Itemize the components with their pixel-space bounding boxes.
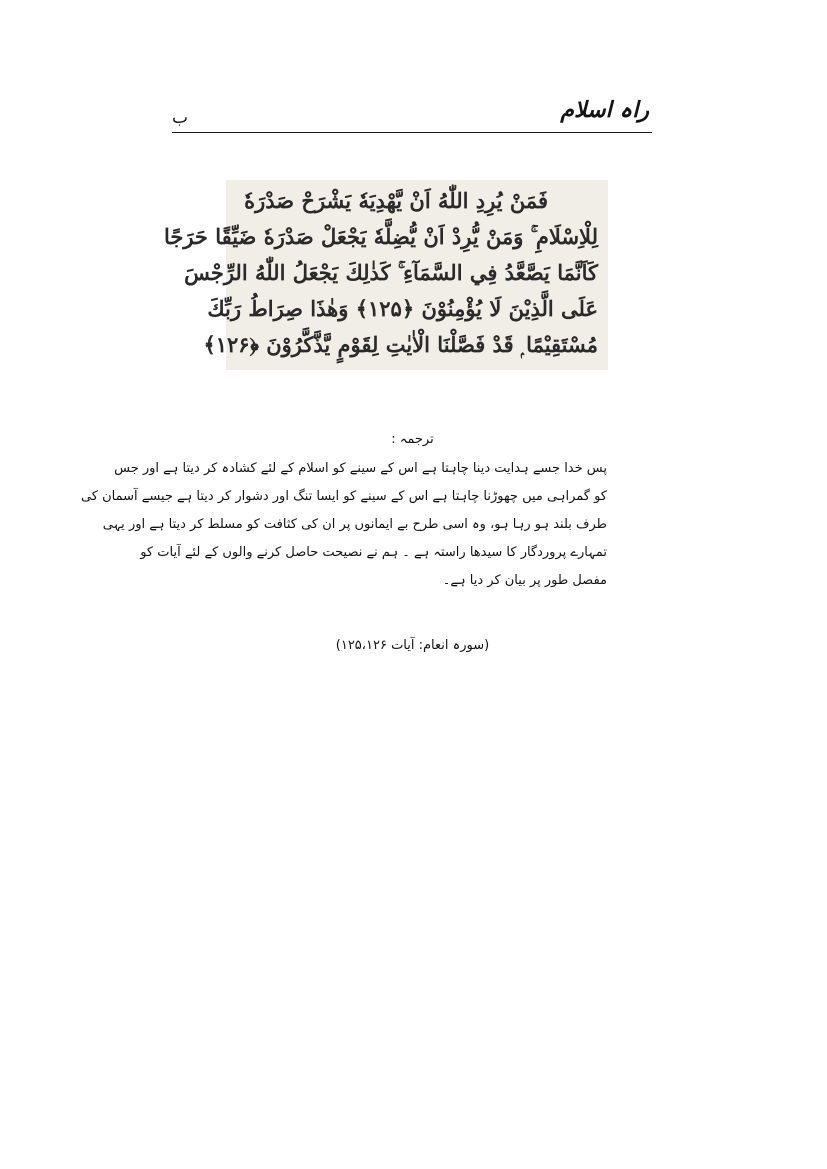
page-marker: ب: [172, 108, 189, 128]
quran-verse-block: [163, 180, 608, 370]
translation-line: تمہارے پروردگار کا سیدھا راستہ ہے ۔ ہم نے نصیحت حاصل کرنے والوں کے لئے آیات کو: [140, 545, 607, 560]
surah-citation: (سورہ انعام: آیات ۱۲۵،۱۲۶): [335, 638, 490, 653]
translation-heading: ترجمہ :: [391, 432, 434, 447]
translation-line: طرف بلند ہو رہا ہو، وہ اسی طرح بے ایمانوں پر ان کی کثافت کو مسلط کر دیتا ہے اور یہی: [102, 517, 607, 532]
quran-verse-line: كَاَنَّمَا يَصَّعَّدُ فِي السَّمَآءِ ۚ كَذٰلِكَ يَجْعَلُ اللّٰهُ الرِّجْسَ: [184, 260, 598, 285]
translation-line: مفصل طور پر بیان کر دیا ہے۔: [442, 573, 607, 588]
quran-verse-line: عَلَى الَّذِيْنَ لَا يُؤْمِنُوْنَ ﴿۱۲۵﴾ وَهٰذَا صِرَاطُ رَبِّكَ: [207, 296, 598, 321]
quran-verse-line: مُسْتَقِيْمًا ۭ قَدْ فَصَّلْنَا الْاٰيٰتِ لِقَوْمٍ يَّذَّكَّرُوْنَ ﴿۱۲۶﴾: [203, 332, 598, 357]
header-divider: [172, 132, 652, 133]
translation-line: پس خدا جسے ہدایت دینا چاہتا ہے اس کے سینے کو اسلام کے لئے کشادہ کر دیتا ہے اور جس: [114, 461, 607, 476]
quran-verse-line: لِلْاِسْلَامِ ۚ وَمَنْ يُّرِدْ اَنْ يُّضِلَّهٗ يَجْعَلْ صَدْرَهٗ ضَيِّقًا حَرَجًا: [163, 224, 598, 249]
quran-verse-line: فَمَنْ يُرِدِ اللّٰهُ اَنْ يَّهْدِيَهٗ يَشْرَحْ صَدْرَهٗ: [244, 188, 548, 213]
translation-line: کو گمراہی میں چھوڑنا چاہتا ہے اس کے سینے کو ایسا تنگ اور دشوار کر دیتا ہے جیسے آسمان کی: [80, 489, 607, 504]
book-title: راہ اسلام: [560, 98, 649, 123]
